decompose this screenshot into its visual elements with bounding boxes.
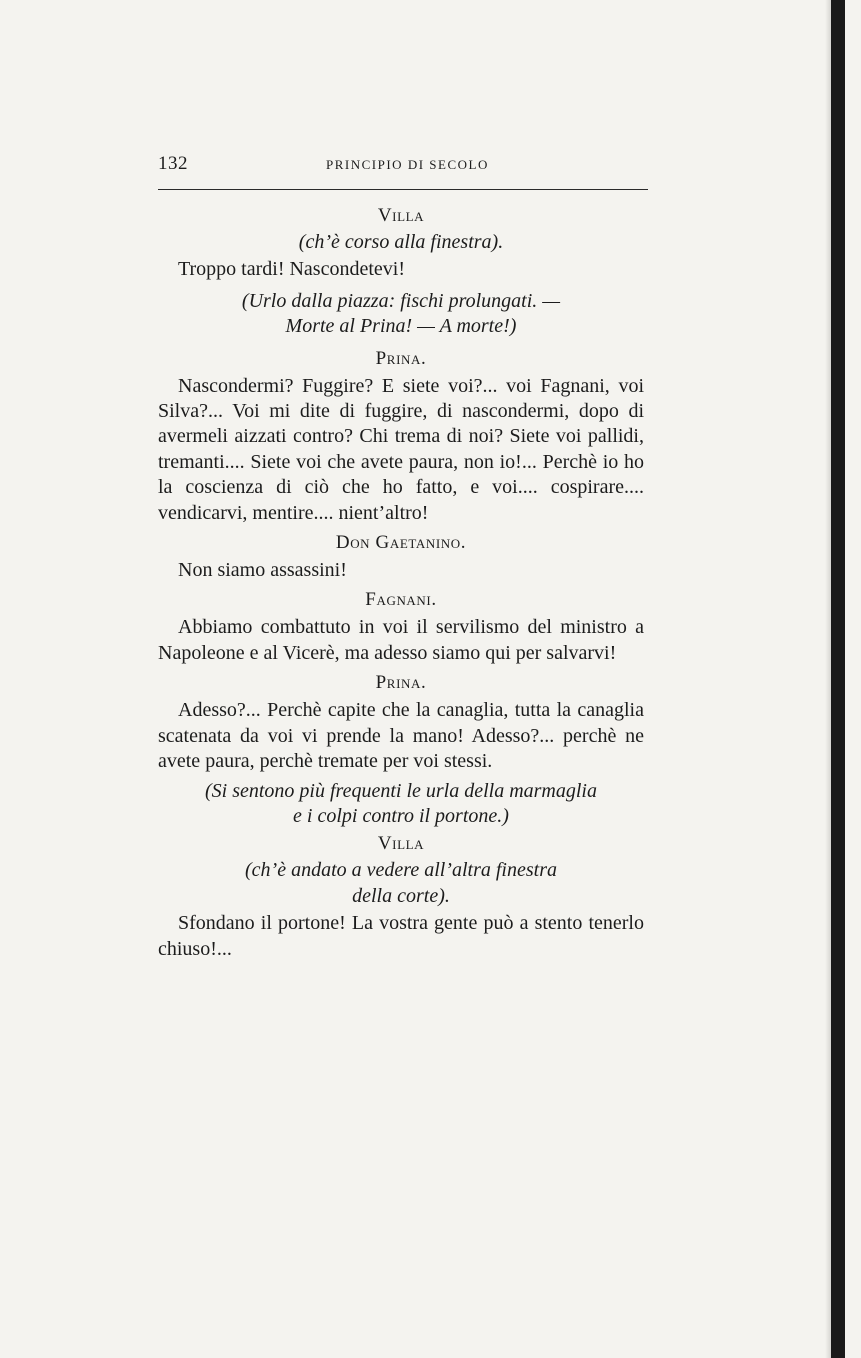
stage-direction: (Si sentono più frequenti le urla della marmaglia e i colpi contro il portone.): [204, 779, 597, 827]
dialogue-paragraph: Non siamo assassini!: [178, 559, 347, 582]
speaker-name: Prina.: [375, 347, 427, 369]
running-head: [158, 153, 648, 179]
book-binding-edge: [831, 0, 845, 1358]
stage-direction: (ch’è corso alla finestra).: [298, 231, 504, 253]
dialogue-paragraph: Abbiamo combattuto in voi il servilismo del ministro a Napoleone e al Vicerè, ma adesso siamo qui per salvarvi!: [158, 616, 644, 664]
header-rule: [158, 189, 648, 190]
speaker-name: Villa: [377, 833, 425, 855]
stage-direction: (Urlo dalla piazza: fischi prolungati. — Morte al Prina! — A morte!): [241, 289, 561, 338]
dialogue-paragraph: Adesso?... Perchè capite che la canaglia, tutta la canaglia scatenata da voi vi prende la mano! Adesso?... perchè ne avete paura, perchè tremate per voi stessi.: [158, 699, 644, 773]
stage-direction: (ch’è andato a vedere all’altra finestra della corte).: [245, 859, 557, 907]
dialogue-paragraph: Troppo tardi! Nascondetevi!: [178, 258, 405, 281]
play-text: [158, 201, 644, 966]
page-number: 132: [158, 153, 188, 174]
speaker-name: Villa: [377, 205, 425, 226]
page-header-title: PRINCIPIO DI SECOLO: [326, 157, 489, 172]
speaker-name: Fagnani.: [365, 589, 437, 611]
dialogue-paragraph: Sfondano il portone! La vostra gente può a stento tenerlo chiuso!...: [158, 912, 644, 960]
dialogue-paragraph: Nascondermi? Fuggire? E siete voi?... voi Fagnani, voi Silva?... Voi mi dite di fuggire, di nascondermi, dopo di avermeli aizzati contro? Chi trema di noi? Siete voi pallidi, tremanti.... Siete voi che avete paura, non io!... Perchè io ho la coscienza di ciò che ho fatto, e voi.... cospirare.... vendicarvi, mentire.... nient’altro!: [158, 374, 644, 524]
speaker-name: Prina.: [375, 672, 427, 694]
speaker-name: Don Gaetanino.: [335, 532, 467, 554]
